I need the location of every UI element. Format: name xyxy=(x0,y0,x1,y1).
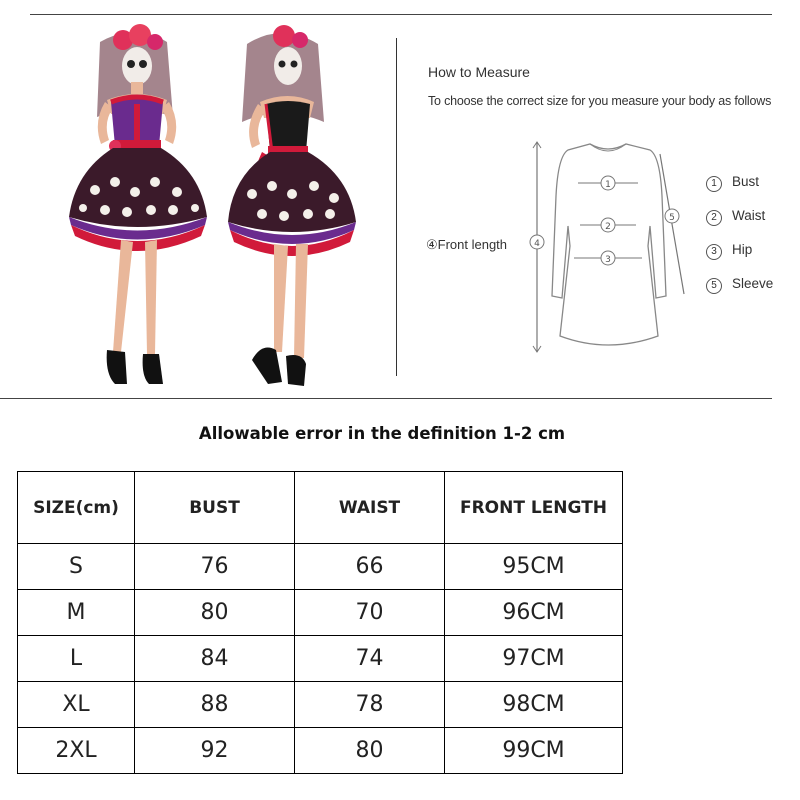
cell-size: S xyxy=(18,544,135,590)
measure-subtitle: To choose the correct size for you measure your body as follows xyxy=(428,94,772,108)
legend-label: Hip xyxy=(732,242,753,257)
cell-bust: 92 xyxy=(135,728,295,774)
legend-label: Waist xyxy=(732,208,766,223)
cell-front-length: 97CM xyxy=(445,636,623,682)
legend-item-sleeve xyxy=(706,276,773,310)
header-waist: WAIST xyxy=(295,472,445,544)
cell-waist: 80 xyxy=(295,728,445,774)
cell-bust: 76 xyxy=(135,544,295,590)
svg-text:4: 4 xyxy=(534,239,540,249)
header-front-length: FRONT LENGTH xyxy=(445,472,623,544)
legend-number: 5 xyxy=(706,278,722,294)
legend-number: 3 xyxy=(706,244,722,260)
svg-text:5: 5 xyxy=(669,213,675,223)
front-length-label: ④Front length xyxy=(426,237,508,252)
costume-back-photo xyxy=(222,22,367,392)
legend-item-bust xyxy=(706,174,773,208)
cell-size: XL xyxy=(18,682,135,728)
cell-waist: 78 xyxy=(295,682,445,728)
cell-size: M xyxy=(18,590,135,636)
svg-text:1: 1 xyxy=(605,180,611,190)
legend-number: 1 xyxy=(706,176,722,192)
table-header-row xyxy=(18,472,623,544)
cell-waist: 74 xyxy=(295,636,445,682)
divider-line xyxy=(396,38,397,376)
measure-title: How to Measure xyxy=(428,64,530,80)
table-row xyxy=(18,682,623,728)
legend-label: Bust xyxy=(732,174,760,189)
table-row xyxy=(18,590,623,636)
measurement-diagram xyxy=(520,136,700,358)
cell-front-length: 99CM xyxy=(445,728,623,774)
legend-item-hip xyxy=(706,242,773,276)
cell-waist: 70 xyxy=(295,590,445,636)
top-rule xyxy=(30,14,772,15)
costume-front-photo xyxy=(55,22,220,392)
header-bust: BUST xyxy=(135,472,295,544)
cell-front-length: 98CM xyxy=(445,682,623,728)
cell-waist: 66 xyxy=(295,544,445,590)
header-size: SIZE(cm) xyxy=(18,472,135,544)
cell-size: 2XL xyxy=(18,728,135,774)
svg-text:2: 2 xyxy=(605,222,611,232)
cell-bust: 88 xyxy=(135,682,295,728)
measure-legend xyxy=(706,174,773,310)
table-row xyxy=(18,544,623,590)
cell-front-length: 96CM xyxy=(445,590,623,636)
cell-size: L xyxy=(18,636,135,682)
svg-text:3: 3 xyxy=(605,255,611,265)
legend-number: 2 xyxy=(706,210,722,226)
size-table xyxy=(17,471,623,774)
legend-label: Sleeve xyxy=(732,276,774,291)
cell-bust: 84 xyxy=(135,636,295,682)
legend-item-waist xyxy=(706,208,773,242)
table-row xyxy=(18,728,623,774)
cell-front-length: 95CM xyxy=(445,544,623,590)
allowable-error-note: Allowable error in the definition 1-2 cm xyxy=(198,424,566,443)
table-row xyxy=(18,636,623,682)
cell-bust: 80 xyxy=(135,590,295,636)
section-rule xyxy=(0,398,772,399)
